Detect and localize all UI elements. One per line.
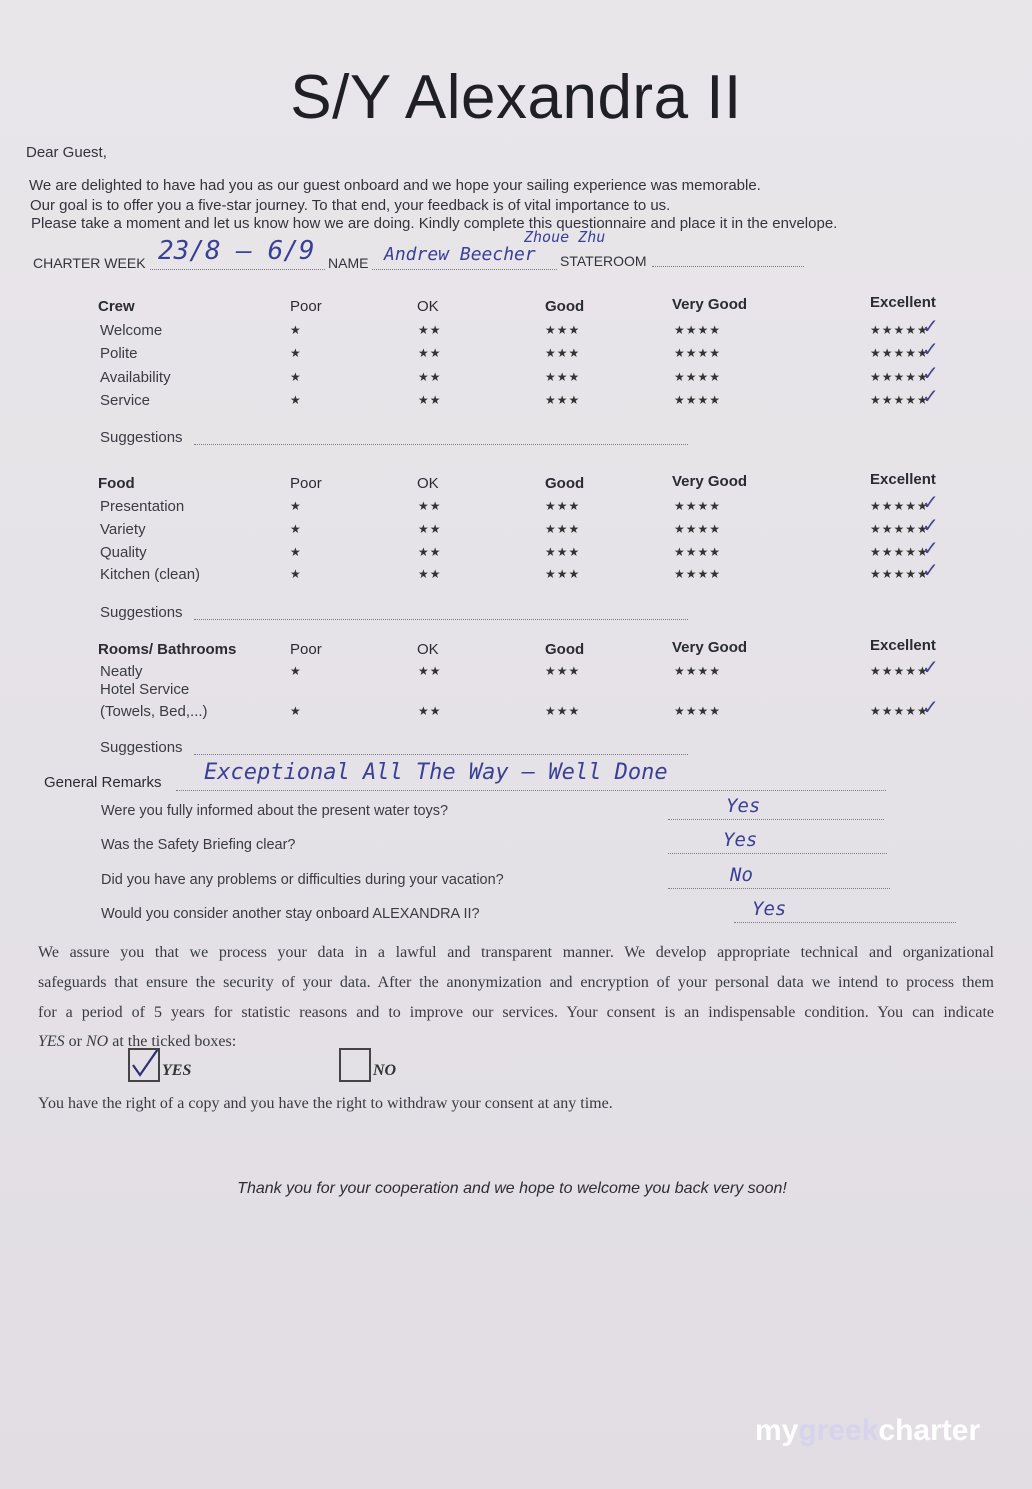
rating-stars[interactable]: ★ <box>290 704 302 718</box>
consent-no-label: NO <box>373 1062 397 1079</box>
checkmark-icon: ✓ <box>922 515 939 537</box>
rating-header: Excellent <box>870 471 936 488</box>
rating-stars[interactable]: ★ <box>290 545 302 559</box>
rating-row-label: Neatly <box>100 663 143 680</box>
name-extra: Zhoue Zhu <box>524 228 606 246</box>
rating-stars[interactable]: ★★★★ <box>674 522 722 536</box>
consent-no-word: NO <box>86 1033 109 1050</box>
checkmark-icon: ✓ <box>922 339 939 361</box>
document-title: S/Y Alexandra II <box>290 63 742 132</box>
rating-stars[interactable]: ★★★★★ <box>870 664 929 678</box>
section-title: Rooms/ Bathrooms <box>98 641 237 658</box>
charter-week-value: 23/8 – 6/9 <box>158 236 315 266</box>
intro-line-2: Our goal is to offer you a five-star journey. To that end, your feedback is of vital importance to us. <box>30 197 671 214</box>
rating-stars[interactable]: ★ <box>290 664 302 678</box>
consent-line-2: safeguards that ensure the security of your data. After the anonymization and encryption of your personal data we intend to process them <box>38 974 994 991</box>
rating-header: Very Good <box>672 473 748 490</box>
suggestions-line[interactable] <box>194 740 688 755</box>
rating-stars[interactable]: ★★★ <box>545 393 581 407</box>
general-remarks-value: Exceptional All The Way – Well Done <box>204 760 668 785</box>
consent-rights: You have the right of a copy and you have the right to withdraw your consent at any time. <box>38 1095 613 1112</box>
rating-stars[interactable]: ★★★ <box>545 499 581 513</box>
rating-row-label: (Towels, Bed,...) <box>100 703 208 720</box>
rating-header: Very Good <box>672 639 748 656</box>
rating-stars[interactable]: ★ <box>290 323 302 337</box>
name-value: Andrew Beecher <box>384 244 536 265</box>
rating-header: OK <box>417 298 439 315</box>
consent-yes-checkbox[interactable] <box>128 1048 160 1082</box>
checkmark-icon: ✓ <box>922 386 939 408</box>
suggestions-label: Suggestions <box>100 604 183 621</box>
stateroom-line <box>652 252 804 267</box>
rating-stars[interactable]: ★ <box>290 499 302 513</box>
rating-stars[interactable]: ★★ <box>418 393 442 407</box>
rating-stars[interactable]: ★★★★ <box>674 323 722 337</box>
rating-stars[interactable]: ★★ <box>418 545 442 559</box>
suggestions-line[interactable] <box>194 605 688 620</box>
stateroom-label: STATEROOM <box>560 253 647 269</box>
rating-stars[interactable]: ★★ <box>418 664 442 678</box>
consent-or-word: or <box>64 1033 86 1050</box>
rating-stars[interactable]: ★★★★ <box>674 346 722 360</box>
checkmark-icon: ✓ <box>922 316 939 338</box>
rating-stars[interactable]: ★★★★ <box>674 393 722 407</box>
rating-header: Good <box>545 641 585 658</box>
rating-stars[interactable]: ★ <box>290 393 302 407</box>
rating-stars[interactable]: ★★ <box>418 370 442 384</box>
checkmark-icon: ✓ <box>922 560 939 582</box>
question-text: Was the Safety Briefing clear? <box>101 837 296 853</box>
rating-header: Poor <box>290 641 322 658</box>
rating-header: Excellent <box>870 294 936 311</box>
rating-header: Poor <box>290 298 322 315</box>
rating-stars[interactable]: ★★ <box>418 567 442 581</box>
rating-stars[interactable]: ★★★★ <box>674 370 722 384</box>
rating-row-label: Hotel Service <box>100 681 190 698</box>
rating-header: Poor <box>290 475 322 492</box>
rating-stars[interactable]: ★★★ <box>545 370 581 384</box>
rating-stars[interactable]: ★★★★ <box>674 499 722 513</box>
answer-value: Yes <box>752 898 787 920</box>
rating-stars[interactable]: ★★★ <box>545 522 581 536</box>
section-title: Crew <box>98 298 135 315</box>
rating-stars[interactable]: ★★★★ <box>674 704 722 718</box>
checkmark-icon: ✓ <box>922 697 939 719</box>
rating-stars[interactable]: ★★★★★ <box>870 346 929 360</box>
rating-header: Very Good <box>672 296 748 313</box>
rating-stars[interactable]: ★★★ <box>545 664 581 678</box>
answer-value: No <box>730 864 753 886</box>
rating-stars[interactable]: ★ <box>290 567 302 581</box>
rating-row-label: Availability <box>100 369 171 386</box>
greeting: Dear Guest, <box>26 144 107 161</box>
rating-row-label: Kitchen (clean) <box>100 566 201 583</box>
rating-stars[interactable]: ★★★★★ <box>870 567 929 581</box>
rating-stars[interactable]: ★ <box>290 522 302 536</box>
watermark-logo <box>755 1414 980 1448</box>
rating-stars[interactable]: ★★ <box>418 323 442 337</box>
question-text: Were you fully informed about the present water toys? <box>101 803 449 819</box>
general-remarks-label: General Remarks <box>44 774 162 791</box>
checkmark-icon: ✓ <box>922 538 939 560</box>
rating-stars[interactable]: ★★★ <box>545 704 581 718</box>
answer-line[interactable] <box>668 839 887 854</box>
rating-stars[interactable]: ★★ <box>418 704 442 718</box>
rating-row-label: Presentation <box>100 498 185 515</box>
rating-stars[interactable]: ★★★ <box>545 567 581 581</box>
watermark-part2: greek <box>798 1414 879 1447</box>
rating-stars[interactable]: ★★★★★ <box>870 499 929 513</box>
question-text: Would you consider another stay onboard ALEXANDRA II? <box>101 906 480 922</box>
watermark-part1: my <box>755 1414 799 1447</box>
rating-row-label: Variety <box>100 521 146 538</box>
section-title: Food <box>98 475 135 492</box>
consent-line-1: We assure you that we process your data in a lawful and transparent manner. We develop appropriate technical and organizational <box>38 944 994 961</box>
suggestions-label: Suggestions <box>100 429 183 446</box>
charter-week-label: CHARTER WEEK <box>33 255 146 271</box>
rating-row-label: Welcome <box>100 322 163 339</box>
answer-value: Yes <box>726 795 761 817</box>
rating-stars[interactable]: ★★ <box>418 346 442 360</box>
rating-row-label: Polite <box>100 345 138 362</box>
rating-stars[interactable]: ★ <box>290 346 302 360</box>
rating-header: Good <box>545 298 585 315</box>
suggestions-line[interactable] <box>194 430 688 445</box>
rating-stars[interactable]: ★★★★★ <box>870 522 929 536</box>
rating-header: OK <box>417 641 439 658</box>
rating-stars[interactable]: ★★★ <box>545 545 581 559</box>
checkmark-icon <box>130 1050 158 1080</box>
answer-line[interactable] <box>668 874 890 889</box>
rating-stars[interactable]: ★★★★★ <box>870 704 929 718</box>
rating-stars[interactable]: ★★★ <box>545 323 581 337</box>
intro-line-3: Please take a moment and let us know how we are doing. Kindly complete this questionnaire and place it in the envelope. <box>31 215 838 232</box>
rating-stars[interactable]: ★★★★★ <box>870 370 929 384</box>
rating-stars[interactable]: ★★★★ <box>674 545 722 559</box>
rating-stars[interactable]: ★★★★ <box>674 664 722 678</box>
question-text: Did you have any problems or difficulties during your vacation? <box>101 872 504 888</box>
rating-stars[interactable]: ★★★ <box>545 346 581 360</box>
rating-stars[interactable]: ★ <box>290 370 302 384</box>
checkmark-icon: ✓ <box>922 657 939 679</box>
rating-header: Good <box>545 475 585 492</box>
rating-row-label: Quality <box>100 544 147 561</box>
consent-no-checkbox[interactable] <box>339 1048 371 1082</box>
consent-yes-word: YES <box>38 1033 65 1050</box>
intro-line-1: We are delighted to have had you as our guest onboard and we hope your sailing experience was memorable. <box>29 177 761 194</box>
rating-stars[interactable]: ★★★★★ <box>870 545 929 559</box>
consent-instruction-rest: at the ticked boxes: <box>108 1033 237 1050</box>
rating-header: OK <box>417 475 439 492</box>
checkmark-icon: ✓ <box>922 492 939 514</box>
consent-line-3: for a period of 5 years for statistic reasons and to improve our services. Your consent is an indispensable condition. You can indicate <box>38 1004 994 1021</box>
rating-header: Excellent <box>870 637 936 654</box>
rating-row-label: Service <box>100 392 151 409</box>
rating-stars[interactable]: ★★ <box>418 499 442 513</box>
checkmark-icon: ✓ <box>922 363 939 385</box>
suggestions-label: Suggestions <box>100 739 183 756</box>
rating-stars[interactable]: ★★★★★ <box>870 323 929 337</box>
rating-stars[interactable]: ★★★★★ <box>870 393 929 407</box>
watermark-part3: charter <box>878 1414 981 1447</box>
name-label: NAME <box>328 255 369 271</box>
rating-stars[interactable]: ★★★★ <box>674 567 722 581</box>
closing-message: Thank you for your cooperation and we hope to welcome you back very soon! <box>237 1180 787 1197</box>
consent-yes-label: YES <box>162 1062 192 1079</box>
answer-value: Yes <box>723 829 758 851</box>
rating-stars[interactable]: ★★ <box>418 522 442 536</box>
answer-line[interactable] <box>668 805 884 820</box>
